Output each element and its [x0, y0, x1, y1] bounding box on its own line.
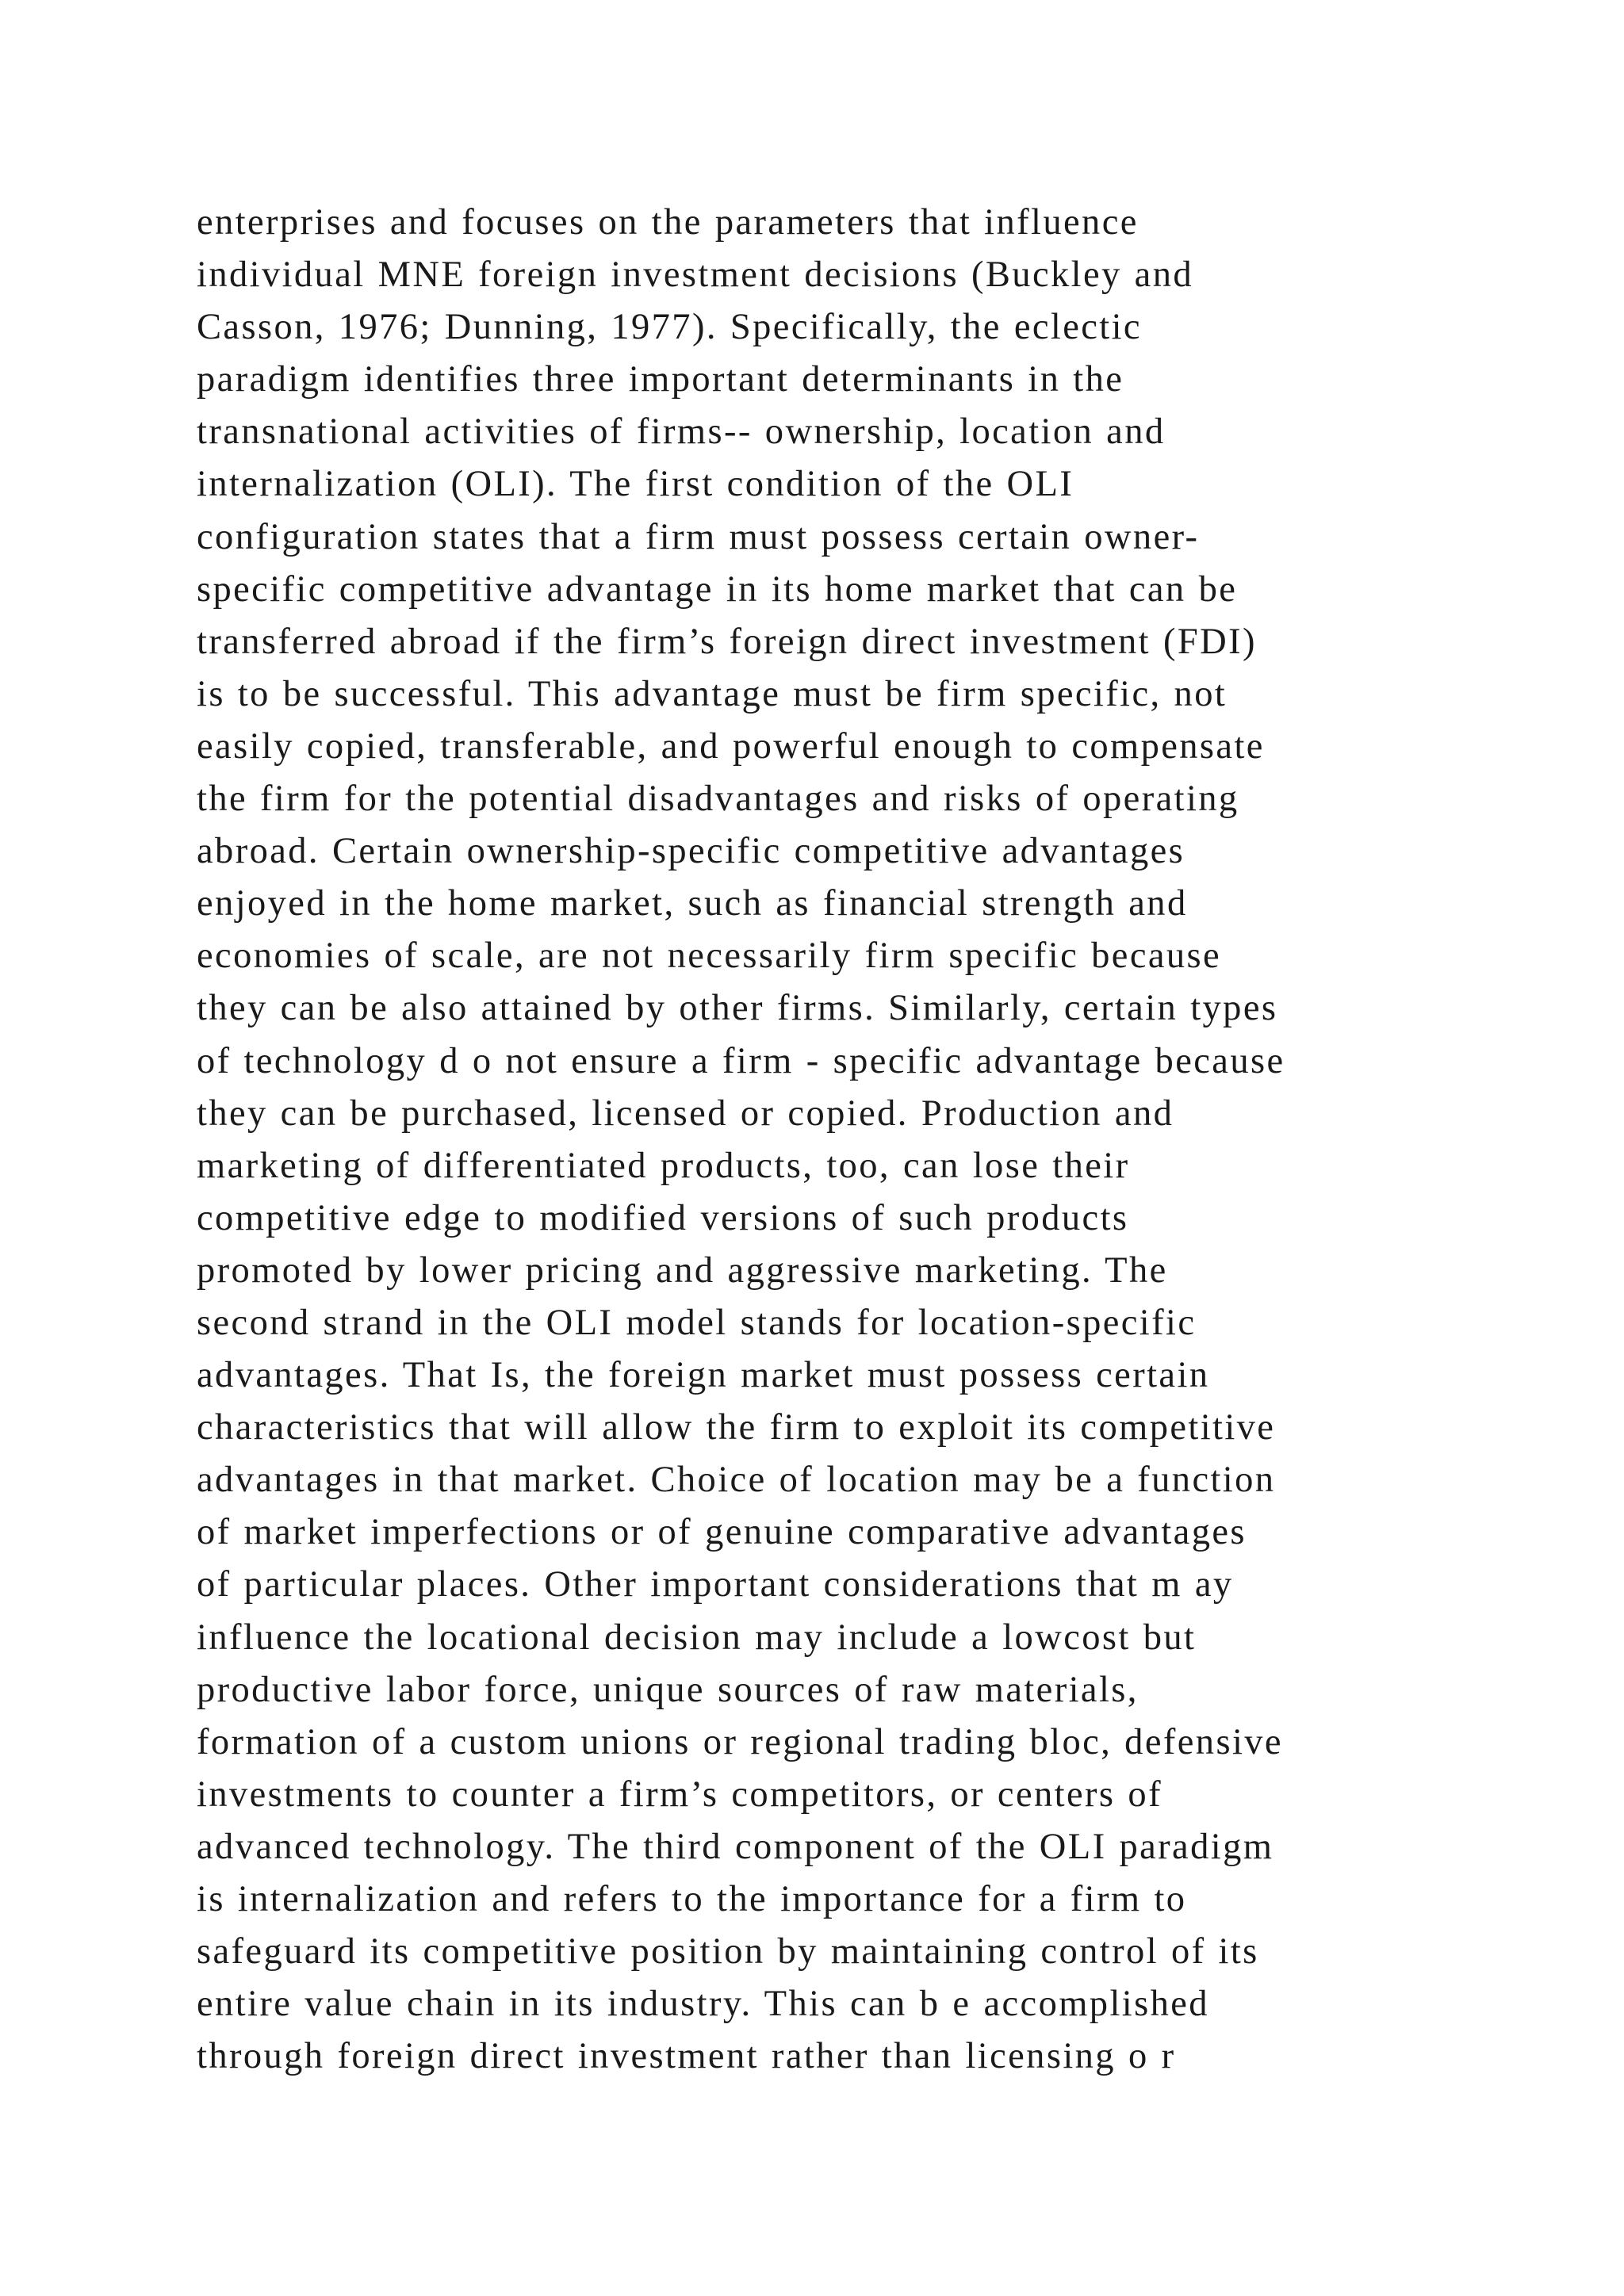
text-line: they can be also attained by other firms. Similarly, certain types	[197, 988, 1278, 1029]
text-line: promoted by lower pricing and aggressive marketing. The	[197, 1249, 1168, 1291]
text-line: they can be purchased, licensed or copied. Production and	[197, 1093, 1174, 1134]
text-line: transnational activities of firms-- ownership, location and	[197, 411, 1166, 453]
text-line: competitive edge to modified versions of such products	[197, 1197, 1129, 1238]
text-line: entire value chain in its industry. This can b e accomplished	[197, 1984, 1209, 2025]
text-line: paradigm identifies three important determinants in the	[197, 359, 1124, 400]
text-line: advanced technology. The third component of the OLI paradigm	[197, 1826, 1274, 1867]
text-line: internalization (OLI). The first condition of the OLI	[197, 464, 1074, 505]
body-paragraph	[197, 197, 1481, 2083]
text-line: enjoyed in the home market, such as financial strength and	[197, 883, 1188, 924]
text-line: advantages. That Is, the foreign market must possess certain	[197, 1355, 1210, 1396]
text-line: characteristics that will allow the firm to exploit its competitive	[197, 1407, 1276, 1448]
text-line: enterprises and focuses on the parameters that influence	[197, 202, 1139, 243]
text-line: productive labor force, unique sources of raw materials,	[197, 1669, 1139, 1710]
text-line: of particular places. Other important considerations that m ay	[197, 1564, 1234, 1605]
text-line: the firm for the potential disadvantages and risks of operating	[197, 779, 1239, 820]
text-line: safeguard its competitive position by maintaining control of its	[197, 1931, 1259, 1973]
text-line: abroad. Certain ownership-specific competitive advantages	[197, 831, 1185, 872]
text-line: second strand in the OLI model stands for location-specific	[197, 1302, 1197, 1343]
text-line: of technology d o not ensure a firm - specific advantage because	[197, 1040, 1285, 1081]
text-line: transferred abroad if the firm’s foreign direct investment (FDI)	[197, 621, 1257, 662]
text-line: individual MNE foreign investment decisions (Buckley and	[197, 254, 1194, 296]
text-line: easily copied, transferable, and powerful enough to compensate	[197, 725, 1265, 767]
text-line: configuration states that a firm must possess certain owner-	[197, 516, 1200, 557]
text-line: is to be successful. This advantage must be firm specific, not	[197, 673, 1228, 714]
text-line: specific competitive advantage in its home market that can be	[197, 568, 1238, 610]
text-line: through foreign direct investment rather than licensing o r	[197, 2036, 1176, 2077]
text-line: of market imperfections or of genuine comparative advantages	[197, 1512, 1247, 1553]
text-line: advantages in that market. Choice of location may be a function	[197, 1460, 1276, 1501]
text-line: economies of scale, are not necessarily firm specific because	[197, 936, 1222, 977]
text-line: marketing of differentiated products, too, can lose their	[197, 1145, 1130, 1186]
text-line: influence the locational decision may include a lowcost but	[197, 1617, 1197, 1658]
text-line: Casson, 1976; Dunning, 1977). Specifically, the eclectic	[197, 307, 1142, 348]
text-line: formation of a custom unions or regional trading bloc, defensive	[197, 1721, 1283, 1762]
text-line: is internalization and refers to the importance for a firm to	[197, 1879, 1187, 1919]
text-line: investments to counter a firm’s competitors, or centers of	[197, 1774, 1162, 1815]
